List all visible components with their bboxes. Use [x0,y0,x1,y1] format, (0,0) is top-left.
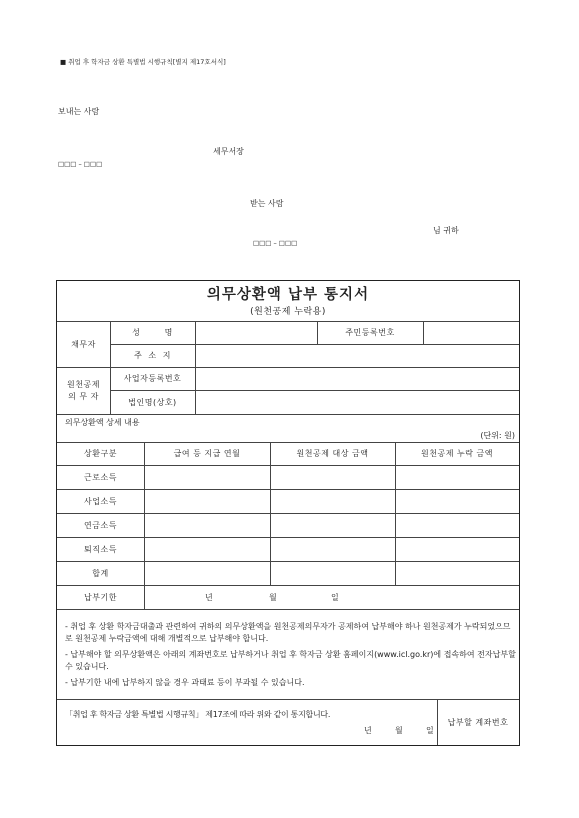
debtor-group-label: 채무자 [71,339,96,349]
name-label: 성 명 [132,328,173,337]
due-day-label: 일 [331,593,339,602]
row-label-business-income: 사업소득 [84,496,117,506]
due-year-label: 년 [205,593,213,602]
col-header-missing-amount: 원천공제 누락 금액 [421,449,493,458]
unit-label: (단위: 원) [480,431,515,440]
due-date-label: 납부기한 [84,592,117,602]
bizno-field[interactable] [195,367,519,390]
due-month-label: 월 [269,593,277,602]
note-3: - 납부기한 내에 납부하지 않을 경우 과태료 등이 부과될 수 있습니다. [65,678,305,687]
col-header-type: 상환구분 [84,449,117,458]
address-field[interactable] [195,344,519,367]
sender-postcode: □□□ – □□□ [58,160,103,168]
sender-label: 보내는 사람 [58,107,100,116]
honorific-label: 님 귀하 [433,226,459,235]
note-2: - 납부해야 할 의무상환액은 아래의 계좌번호로 납부하거나 취업 후 학자금 상환 홈페이지(www.icl.go.kr)에 접속하여 전자납부할 수 있습니다. [65,650,516,671]
footer-year-label: 년 [364,726,372,735]
col-header-target-amount: 원천공제 대상 금액 [296,449,369,458]
row-label-earned-income: 근로소득 [84,472,117,482]
note-1: - 취업 후 상환 학자금대출과 관련하여 귀하의 의무상환액을 원천공제의무자가 공제하여 납부해야 하나 원천공제가 누락되었으므로 원천공제 누락금액에 대해 개별적으로 납부해야 합니다. [65,622,511,643]
rrn-field[interactable] [423,321,519,344]
account-number-label: 납부할 계좌번호 [447,717,509,727]
tax-office-label: 세무서장 [213,147,244,156]
legal-statement: 「취업 후 학자금 상환 특별법 시행규칙」 제17조에 따라 위와 같이 통지합니다. [65,710,331,719]
form-title: 의무상환액 납부 통지서 [206,286,370,303]
row-label-retirement-income: 퇴직소득 [84,544,117,554]
address-label: 주 소 지 [134,351,171,360]
row-label-pension-income: 연금소득 [84,520,117,530]
col-header-pay-month: 급여 등 지급 연월 [173,449,241,458]
footer-month-label: 월 [395,726,403,735]
withholder-group-label: 원천공제 의 무 자 [67,379,100,401]
corp-name-label: 법인명(상호) [128,397,177,407]
form-subtitle: (원천공제 누락용) [250,306,326,317]
row-label-total: 합계 [92,568,109,578]
name-field[interactable] [195,321,317,344]
notice-form [56,280,520,746]
recipient-label: 받는 사람 [250,199,284,208]
corp-name-field[interactable] [195,390,519,414]
rrn-label: 주민등록번호 [345,328,395,337]
bizno-label: 사업자등록번호 [123,374,182,383]
form-reference: ■ 취업 후 학자금 상환 특별법 시행규칙[별지 제17호서식] [60,58,226,66]
footer-day-label: 일 [426,726,434,735]
details-label: 의무상환액 상세 내용 [65,418,140,427]
recipient-postcode: □□□ – □□□ [253,239,298,247]
